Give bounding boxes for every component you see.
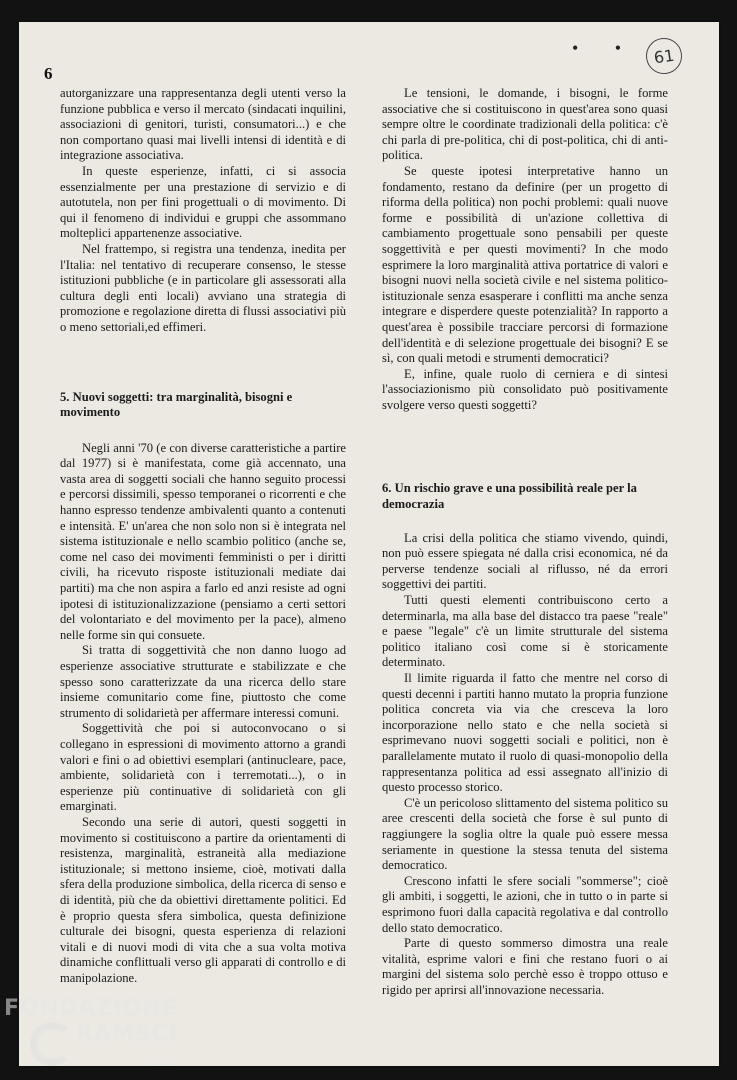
paragraph: Negli anni '70 (e con diverse caratteristiche a partire dal 1977) si è manifestata, come già accennato, una vasta area di soggetti sociali che hanno seguito processi e percorsi dissimili, spesso temporanei o ricorrenti e che hanno espresso tendenze ambivalenti quanto a contenuti e intensità. E' un'area che non solo non si è integrata nel sistema istituzionale e nello scambio politico (anche se, come nel caso dei movimenti femministi o per i diritti civili, ha ricevuto risposte istituzionali mediate dai partiti) ma che non aspira a farlo ed anzi resiste ad ogni ipotesi di istituzionalizzazione (pensiamo a certi settori del volontariato e del movimento per la pace), almeno nelle forme sin qui consuete. (60, 440, 346, 642)
left-column (60, 86, 346, 986)
watermark-line2: RAMSCI (76, 1022, 179, 1047)
paragraph: Le tensioni, le domande, i bisogni, le forme associative che si costituiscono in quest'area sono quasi sempre oltre le coordinate tradizionali della politica: c'è chi parla di pre-politica, chi di post-politica, chi di anti-politica. (382, 86, 668, 163)
paragraph: Tutti questi elementi contribuiscono certo a determinarla, ma alla base del distacco tra paese "reale" e paese "legale" c'è un limite strutturale del sistema politico italiano così come si è storicamente determinato. (382, 593, 668, 670)
watermark-g-icon (30, 1022, 74, 1066)
watermark-line1: FONDAZIONE (4, 996, 178, 1021)
paragraph: E, infine, quale ruolo di cerniera e di sintesi l'associazionismo più consolidato può positivamente svolgere verso questi soggetti? (382, 366, 668, 412)
paragraph: autorganizzare una rappresentanza degli utenti verso la funzione pubblica e verso il mercato (sindacati inquilini, associazioni di genitori, turisti, consumatori...) e che non comportano quasi mai livelli intensi di identità e di integrazione associativa. (60, 86, 346, 163)
watermark-suffix: onlus (148, 1058, 173, 1068)
paragraph: Secondo una serie di autori, questi soggetti in movimento si costituiscono a partire da orientamenti di resistenza, marginalità, estraneità alla mediazione istituzionale; si mettono insieme, cioè, motivati dalla sfera della produzione simbolica, della ricerca di senso e di identità, più che da obiettivi direttamente politici. Ed è proprio questa sfera simbolica, questa definizione culturale dei bisogni, questa esperienza di relazioni vitali e di nuovi modi di vita che a sua volta motiva dinamiche conflittuali verso gli apparati di controllo e di manipolazione. (60, 814, 346, 985)
paragraph: Soggettività che poi si autoconvocano o si collegano in espressioni di movimento attorno a grandi valori e fini o ad obiettivi esemplari (antinucleare, pace, ambiente, solidarietà con i terremotati...), o in esperienze più continuative di solidarietà con gli emarginati. (60, 721, 346, 814)
paragraph: Crescono infatti le sfere sociali "sommerse"; cioè gli ambiti, i soggetti, le azioni, che in tutto o in parte si esprimono fuori dalla capacità regolativa e dal controllo dello stato democratico. (382, 873, 668, 935)
watermark-logo (4, 996, 178, 1022)
paragraph: Il limite riguarda il fatto che mentre nel corso di questi decenni i partiti hanno mutato la propria funzione politica concreta via via che cresceva la loro incorporazione nello stato e che nella società si esprimevano nuovi soggetti sociali e politici, non è parallelamente mutato il ruolo di quasi-monopolio della rappresentanza politica ad essi assegnato all'inizio di questo processo storico. (382, 671, 668, 795)
page-number: 6 (44, 64, 53, 83)
paragraph: Parte di questo sommerso dimostra una reale vitalità, esprime valori e fini che restano fuori o ai margini del sistema solo perchè esso è troppo ottuso e rigido per aprirsi all'innovazione necessaria. (382, 936, 668, 997)
paragraph: Se queste ipotesi interpretative hanno un fondamento, restano da definire (per un progetto di riforma della politica) non pochi problemi: quali nuove forme e possibilità di un'azione collettiva di cambiamento progettuale sono pensabili per queste soggettività e per questi movimenti? In che modo esprimere la loro marginalità attiva portatrice di valori e bisogni nuovi nella società civile e nel sistema politico-istituzionale senza esasperare i conflitti ma anche senza integrare e disperdere queste potenzialità? In rapporto a quest'area è possibile tracciare percorsi di formazione dell'identità e di selezione progettuale dei bisogni? E se sì, con quali metodi e strumenti democratici? (382, 163, 668, 366)
paragraph: La crisi della politica che stiamo vivendo, quindi, non può essere spiegata né dalla crisi economica, né da perverse tendenze sociali al riflusso, né da errori soggettivi dei partiti. (382, 530, 668, 592)
paragraph: In queste esperienze, infatti, ci si associa essenzialmente per una prestazione di servizio e di autotutela, non per fini progettuali o di movimento. Di qui il fenomeno di individui e gruppi che assommano molteplici appartenenze associative. (60, 163, 346, 241)
paragraph: Si tratta di soggettività che non danno luogo ad esperienze associative strutturate e stabilizzate e che spesso sono caratterizzate da una ricerca dello stare insieme comunitario come fine, piuttosto che come strumento di solidarietà per affermare interessi comuni. (60, 643, 346, 720)
handwritten-page-note: 61 (644, 36, 685, 77)
right-column (382, 86, 668, 998)
paragraph: Nel frattempo, si registra una tendenza, inedita per l'Italia: nel tentativo di recuperare consenso, le stesse istituzioni pubbliche (e in particolare gli assessorati alla cultura degli enti locali) avviano una strategia di promozione e regolazione diretta di flussi associativi più o meno settoriali,ed effimeri. (60, 241, 346, 334)
margin-dots: • • (572, 38, 638, 58)
section-6-heading: 6. Un rischio grave e una possibilità reale per la democrazia (382, 481, 637, 512)
paragraph: C'è un pericoloso slittamento del sistema politico su aree crescenti della società che forse è sul punto di raggiungere la soglia oltre la quale può essere messa seriamente in questione la stessa tenuta del sistema democratico. (382, 795, 668, 873)
section-5-heading: 5. Nuovi soggetti: tra marginalità, bisogni e movimento (60, 389, 293, 420)
